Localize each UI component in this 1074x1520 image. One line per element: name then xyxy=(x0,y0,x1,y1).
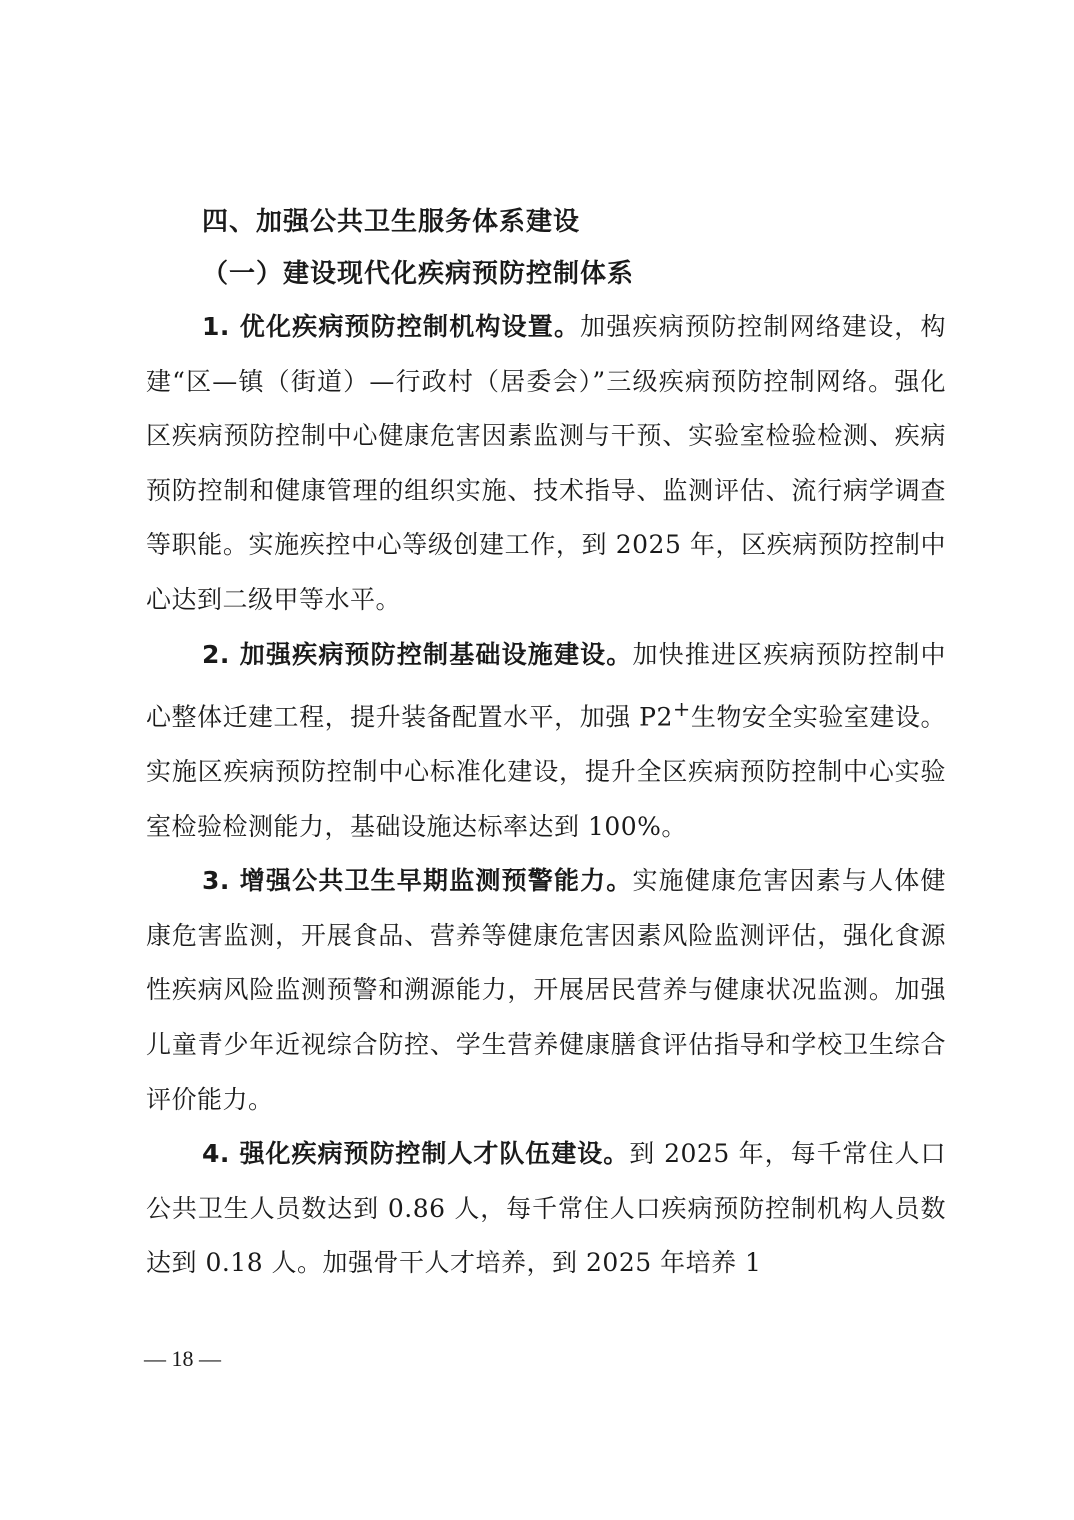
paragraph-1-body: 加强疾病预防控制网络建设，构建“区—镇（街道）—行政村（居委会）”三级疾病预防控制网络。强化区疾病预防控制中心健康危害因素监测与干预、实验室检验检测、疾病预防控制和健康管理的组织实施、技术指导、监测评估、流行病学调查等职能。实施疾控中心等级创建工作，到 2025 年，区疾病预防控制中心达到二级甲等水平。 xyxy=(146,312,946,614)
section-heading: 四、加强公共卫生服务体系建设 xyxy=(202,207,581,237)
paragraph-1-lead: 1. 优化疾病预防控制机构设置。 xyxy=(202,312,581,341)
paragraph-4 xyxy=(146,1127,946,1291)
paragraph-2-body-a: 加快推进区疾病预防控制中心整体迁建工程，提升装备配置水平，加强 P2 xyxy=(146,639,946,732)
page-number: — 18 — xyxy=(144,1346,221,1371)
paragraph-2-superscript: + xyxy=(672,697,691,722)
paragraph-4-lead: 4. 强化疾病预防控制人才队伍建设。 xyxy=(202,1139,630,1169)
paragraph-3 xyxy=(146,854,946,1127)
paragraph-3-lead: 3. 增强公共卫生早期监测预警能力。 xyxy=(202,866,633,896)
paragraph-2-lead: 2. 加强疾病预防控制基础设施建设。 xyxy=(202,639,633,669)
paragraph-3-body: 实施健康危害因素与人体健康危害监测，开展食品、营养等健康危害因素风险监测评估，强化食源性疾病风险监测预警和溯源能力，开展居民营养与健康状况监测。加强儿童青少年近视综合防控、学生营养健康膳食评估指导和学校卫生综合评价能力。 xyxy=(146,866,946,1114)
paragraph-2-body-b: 生物安全实验室建设。实施区疾病预防控制中心标准化建设，提升全区疾病预防控制中心实验室检验检测能力，基础设施达标率达到 100%。 xyxy=(146,702,946,841)
paragraph-1 xyxy=(146,300,946,628)
subsection-heading: （一）建设现代化疾病预防控制体系 xyxy=(202,259,635,289)
paragraph-4-body: 到 2025 年，每千常住人口公共卫生人员数达到 0.86 人，每千常住人口疾病预防控制机构人员数达到 0.18 人。加强骨干人才培养，到 2025 年培养 1 xyxy=(146,1139,946,1278)
document-body xyxy=(146,196,946,1291)
paragraph-2 xyxy=(146,628,946,855)
